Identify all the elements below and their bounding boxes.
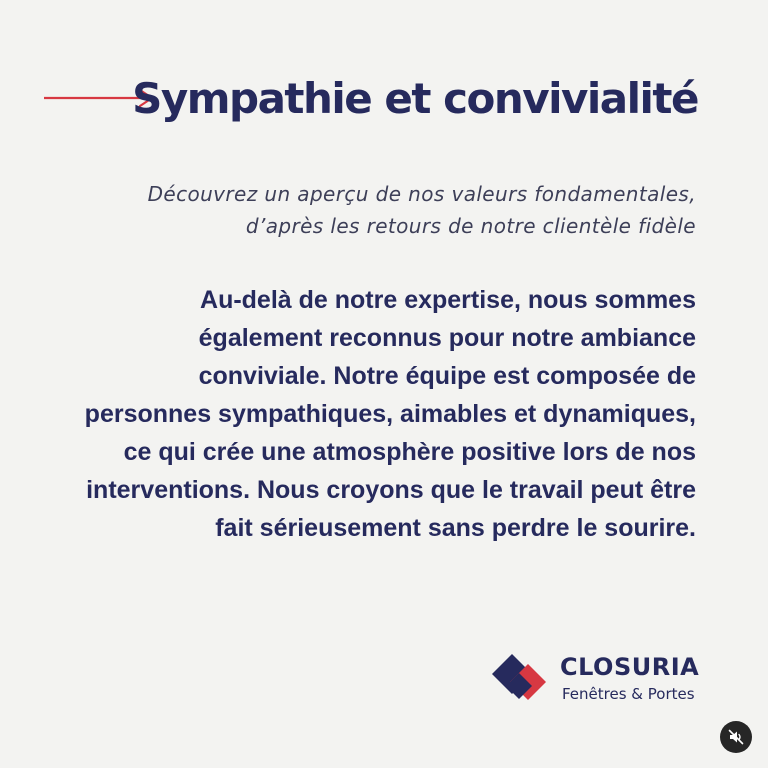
body-line: personnes sympathiques, aimables et dynamiques, [84,400,696,428]
body-line: Au-delà de notre expertise, nous sommes [200,286,696,314]
body-line: ce qui crée une atmosphère positive lors de nos [123,438,696,466]
body-line: interventions. Nous croyons que le travail peut être [86,476,696,504]
brand-name: CLOSURIA [560,653,700,681]
subtitle-line: d’après les retours de notre clientèle fidèle [245,214,696,238]
page-title: Sympathie et convivialité [132,74,698,123]
speaker-muted-icon [728,729,744,745]
body-line: fait sérieusement sans perdre le sourire. [215,514,696,542]
brand-logo [488,650,703,710]
mute-button[interactable] [720,721,752,753]
body-paragraph [36,281,696,547]
closuria-logo-icon [488,650,548,710]
body-line: conviviale. Notre équipe est composée de [198,362,696,390]
subtitle [56,178,696,242]
subtitle-line: Découvrez un aperçu de nos valeurs fondamentales, [147,182,696,206]
body-line: également reconnus pour notre ambiance [198,324,696,352]
brand-tagline: Fenêtres & Portes [562,685,695,703]
